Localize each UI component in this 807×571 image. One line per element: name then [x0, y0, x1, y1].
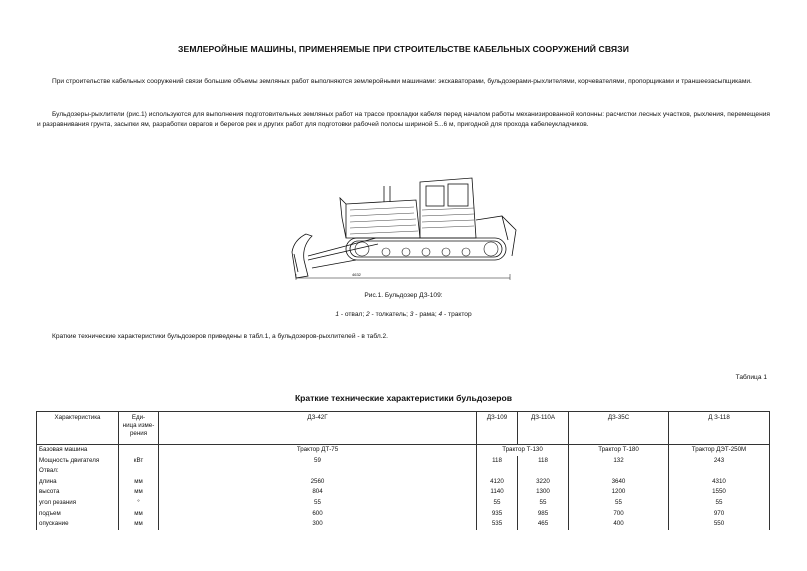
cell: 970	[669, 509, 770, 520]
cell: 55	[569, 498, 669, 509]
cell: 55	[669, 498, 770, 509]
row-name: Мощность двигателя	[37, 456, 119, 467]
cell: Трактор Т-130	[477, 445, 569, 456]
cell: Трактор ДЭТ-250М	[669, 445, 770, 456]
bulldozer-paragraph: Бульдозеры-рыхлители (рис.1) используются для выполнения подготовительных земляных работ на трассе прокладки кабеля перед началом работы механизированной колонны: расчистки лесных участков, рыхления, перемещения и разравнивания грунта, засыпки ям, разработки оврагов и берегов рек и других работ для подготовки рабочей полосы шириной 5...6 м, пригодной для прохода кабелеукладчиков.	[37, 111, 770, 128]
row-name: подъем	[37, 509, 119, 520]
header-cell: Характеристика	[37, 412, 119, 445]
cell: 59	[159, 456, 477, 467]
cell: 700	[569, 509, 669, 520]
table-number: Таблица 1	[735, 374, 767, 381]
cell: 243	[669, 456, 770, 467]
row-unit: мм	[119, 477, 159, 488]
legend-num: 4	[438, 311, 443, 318]
row-name: Базовая машина	[37, 445, 119, 456]
cell: 3220	[518, 477, 569, 488]
legend-num: 3	[409, 311, 414, 318]
cell	[569, 466, 669, 477]
row-name: длина	[37, 477, 119, 488]
header-cell: Еди- ница изме- рения	[119, 412, 159, 445]
cell: 55	[518, 498, 569, 509]
cell	[477, 466, 518, 477]
cell: 400	[569, 519, 669, 530]
row-unit	[119, 445, 159, 456]
figure-caption: Рис.1. Бульдозер ДЗ-109:	[364, 292, 443, 299]
row-unit: мм	[119, 509, 159, 520]
legend-text: - толкатель;	[369, 311, 410, 318]
intro-paragraph: При строительстве кабельных сооружений связи большие объемы земляных работ выполняются землеройными машинами: экскаваторами, бульдозерами-рыхлителями, корчевателями, пропорщиками и траншеезасыпщиками.	[52, 78, 752, 85]
cell: 55	[477, 498, 518, 509]
cell: Трактор Т-180	[569, 445, 669, 456]
cell: 300	[159, 519, 477, 530]
document-title: ЗЕМЛЕРОЙНЫЕ МАШИНЫ, ПРИМЕНЯЕМЫЕ ПРИ СТРОИТЕЛЬСТВЕ КАБЕЛЬНЫХ СООРУЖЕНИЙ СВЯЗИ	[178, 44, 629, 54]
cell	[518, 466, 569, 477]
row-unit: мм	[119, 519, 159, 530]
row-name: угол резания	[37, 498, 119, 509]
figure-legend	[0, 311, 807, 318]
cell: 1200	[569, 487, 669, 498]
table-header-row	[37, 412, 770, 445]
row-name: Отвал:	[37, 466, 119, 477]
table-row	[37, 487, 770, 498]
legend-num: 1	[335, 311, 340, 318]
table-row	[37, 519, 770, 530]
cell: 1300	[518, 487, 569, 498]
row-unit: кВт	[119, 456, 159, 467]
row-name: опускание	[37, 519, 119, 530]
cell: 4310	[669, 477, 770, 488]
legend-text: - рама;	[413, 311, 439, 318]
cell: 1550	[669, 487, 770, 498]
row-unit	[119, 466, 159, 477]
cell: 118	[518, 456, 569, 467]
legend-text: - отвал;	[339, 311, 367, 318]
cell: 550	[669, 519, 770, 530]
cell: 804	[159, 487, 477, 498]
cell: 132	[569, 456, 669, 467]
row-name: высота	[37, 487, 119, 498]
dimension-label: 4632	[352, 272, 361, 277]
cell: 465	[518, 519, 569, 530]
header-cell: ДЗ-110А	[518, 412, 569, 445]
legend-num: 2	[366, 311, 370, 318]
cell: 4120	[477, 477, 518, 488]
cell: 118	[477, 456, 518, 467]
legend-text: - трактор	[442, 311, 472, 318]
cell: 2560	[159, 477, 477, 488]
row-unit: мм	[119, 487, 159, 498]
table-row	[37, 456, 770, 467]
cell: 1140	[477, 487, 518, 498]
specs-table	[36, 411, 770, 530]
bulldozer-drawing	[286, 160, 526, 280]
cell: Трактор ДТ-75	[159, 445, 477, 456]
brief-reference-text: Краткие технические характеристики бульдозеров приведены в табл.1, а бульдозеров-рыхлителей - в табл.2.	[52, 333, 388, 340]
header-cell: ДЗ-42Г	[159, 412, 477, 445]
cell: 535	[477, 519, 518, 530]
table-row	[37, 498, 770, 509]
cell: 985	[518, 509, 569, 520]
cell: 935	[477, 509, 518, 520]
header-cell: ДЗ-109	[477, 412, 518, 445]
cell	[159, 466, 477, 477]
cell	[669, 466, 770, 477]
cell: 600	[159, 509, 477, 520]
table-row	[37, 509, 770, 520]
header-cell: Д З-118	[669, 412, 770, 445]
cell: 55	[159, 498, 477, 509]
table-row	[37, 466, 770, 477]
table-row	[37, 445, 770, 456]
header-cell: ДЗ-35С	[569, 412, 669, 445]
row-unit: °	[119, 498, 159, 509]
table-title: Краткие технические характеристики бульдозеров	[294, 393, 513, 403]
table-row	[37, 477, 770, 488]
cell: 3640	[569, 477, 669, 488]
